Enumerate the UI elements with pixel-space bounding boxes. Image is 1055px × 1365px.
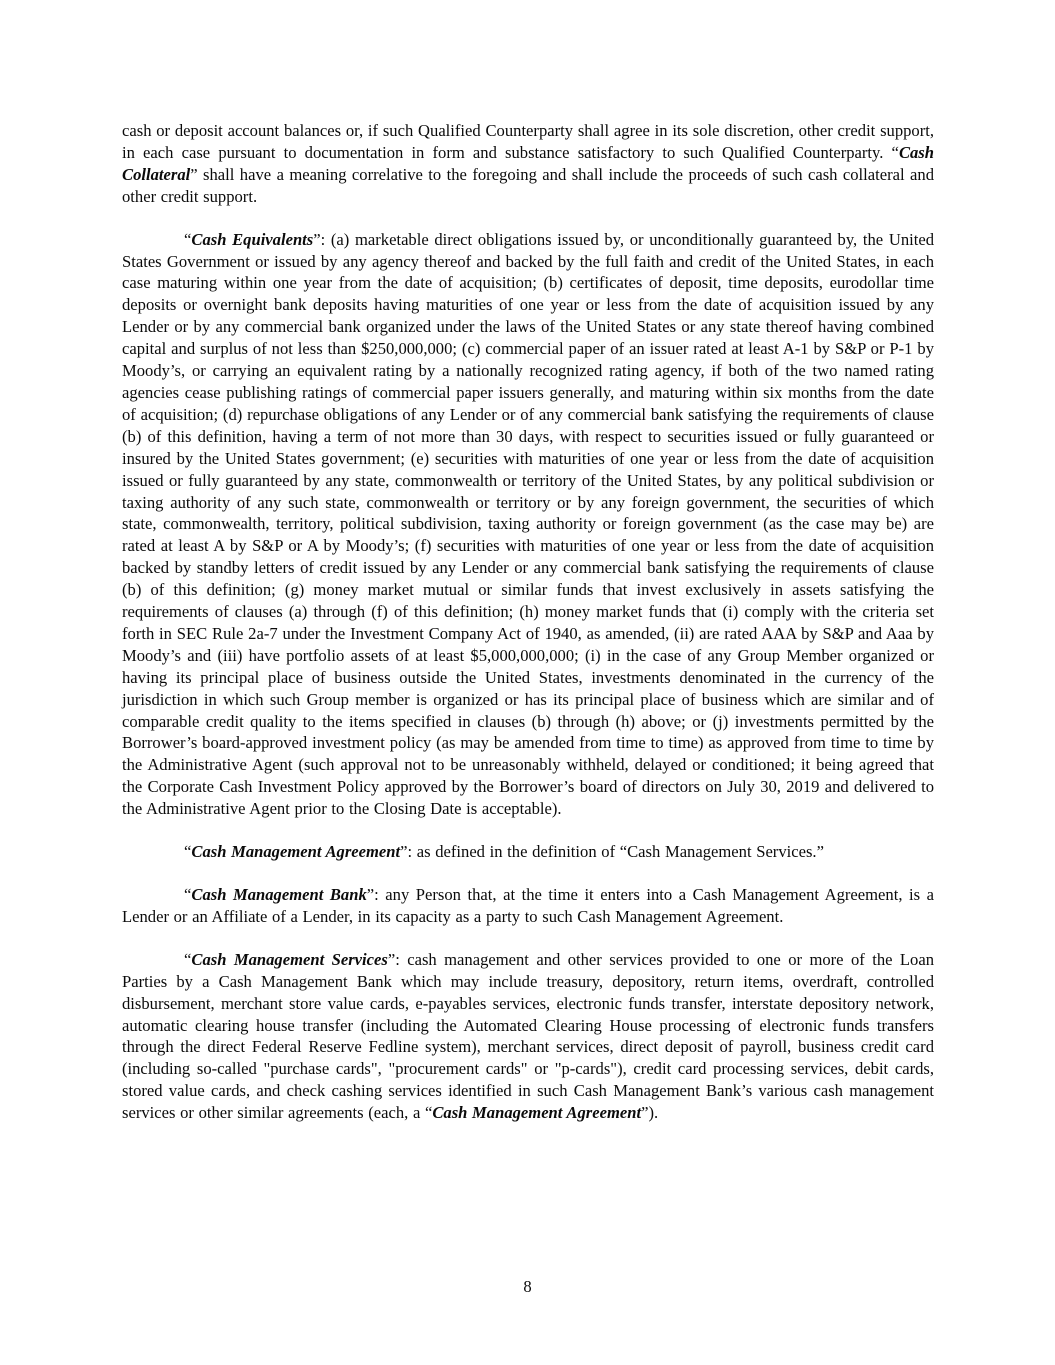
text-run: ”). (641, 1103, 659, 1123)
text-run: “ (184, 229, 192, 249)
paragraph-cash-equivalents (122, 229, 934, 820)
defined-term-cash-management-agreement: Cash Management Agreement (191, 842, 401, 862)
text-run: “ (184, 885, 192, 904)
defined-term-cash-management-agreement-ref: Cash Management Agreement (432, 1103, 642, 1123)
defined-term-cash-management-bank: Cash Management Bank (191, 885, 367, 904)
text-run: ”: (a) marketable direct obligations issued by, or unconditionally guaranteed by, the United States Government or issued by any agency thereof and backed by the full faith and credit of the United States, in each case maturing within one year from the date of acquisition; (b) certificates of deposit, time deposits, eurodollar time deposits or overnight bank deposits having maturities of one year or less from the date of acquisition issued by any Lender or by any commercial bank organized under the laws of the United States or any state thereof having combined capital and surplus of not less than $250,000,000; (c) commercial paper of an issuer rated at least A-1 by S&P or P-1 by Moody’s, or carrying an equivalent rating by a nationally recognized rating agency, if both of the two named rating agencies cease publishing ratings of commercial paper issuers generally, and maturing within six months from the date of acquisition; (d) repurchase obligations of any Lender or of any commercial bank satisfying the requirements of clause (b) of this definition, having a term of not more than 30 days, with respect to securities issued or fully guaranteed or insured by the United States government; (e) securities with maturities of one year or less from the date of acquisition issued or fully guaranteed by any state, commonwealth or territory of the United States, by any political subdivision or taxing authority of any such state, commonwealth or territory or by any foreign government, the securities of which state, commonwealth, territory, political subdivision, taxing authority or foreign government (as the case may be) are rated at least A by S&P or A by Moody’s; (f) securities with maturities of one year or less from the date of acquisition backed by standby letters of credit issued by any Lender or any commercial bank satisfying the requirements of clause (b) of this definition; (g) money market mutual or similar funds that invest exclusively in assets satisfying the requirements of clauses (a) through (f) of this definition; (h) money market funds that (i) comply with the criteria set forth in SEC Rule 2a-7 under the Investment Company Act of 1940, as amended, (ii) are rated AAA by S&P and Aaa by Moody’s and (iii) have portfolio assets of at least $5,000,000,000; (i) in the case of any Group Member organized or having its principal place of business outside the United States, investments denominated in the currency of the jurisdiction in which such Group member is organized or has its principal place of business which are similar and of comparable credit quality to the items specified in clauses (b) through (h) above; or (j) investments permitted by the Borrower’s board-approved investment policy (as may be amended from time to time) as approved from time to time by the Administrative Agent (such approval not to be unreasonably withheld, delayed or conditioned; it being agreed that the Corporate Cash Investment Policy approved by the Borrower’s board of directors on July 30, 2019 and delivered to the Administrative Agent prior to the Closing Date is acceptable). (122, 229, 934, 819)
text-run: “ (184, 949, 192, 969)
paragraph-cash-management-agreement (122, 841, 934, 863)
defined-term-cash-equivalents: Cash Equivalents (191, 229, 314, 249)
text-run: ”: as defined in the definition of “Cash Management Services.” (400, 842, 824, 862)
text-run: ” shall have a meaning correlative to the foregoing and shall include the proceeds of such cash collateral and other credit support. (122, 164, 934, 206)
paragraph-cash-management-bank (122, 884, 934, 928)
page-number: 8 (523, 1277, 532, 1296)
paragraph-cash-collateral (122, 120, 934, 208)
page-content (122, 120, 934, 1124)
defined-term-cash-collateral: Cash Collateral (122, 142, 934, 184)
paragraph-cash-management-services (122, 949, 934, 1124)
text-run: ”: cash management and other services provided to one or more of the Loan Parties by a Cash Management Bank which may include treasury, depository, return items, overdraft, controlled disbursement, merchant store value cards, e-payables services, electronic funds transfer, interstate depository network, automatic clearing house transfer (including the Automated Clearing House processing of electronic funds transfers through the direct Federal Reserve Fedline system), merchant services, direct deposit of payroll, business credit card (including so-called "purchase cards", "procurement cards" or "p-cards"), credit card processing services, debit cards, stored value cards, and check cashing services identified in such Cash Management Bank’s various cash management services or other similar agreements (each, a “ (122, 949, 935, 1123)
text-run: ”: any Person that, at the time it enters into a Cash Management Agreement, is a Lender or an Affiliate of a Lender, in its capacity as a party to such Cash Management Agreement. (122, 885, 934, 926)
text-run: cash or deposit account balances or, if such Qualified Counterparty shall agree in its sole discretion, other credit support, in each case pursuant to documentation in form and substance satisfactory to such Qualified Counterparty. “ (122, 121, 934, 162)
text-run: “ (184, 842, 192, 862)
defined-term-cash-management-services: Cash Management Services (191, 949, 388, 969)
